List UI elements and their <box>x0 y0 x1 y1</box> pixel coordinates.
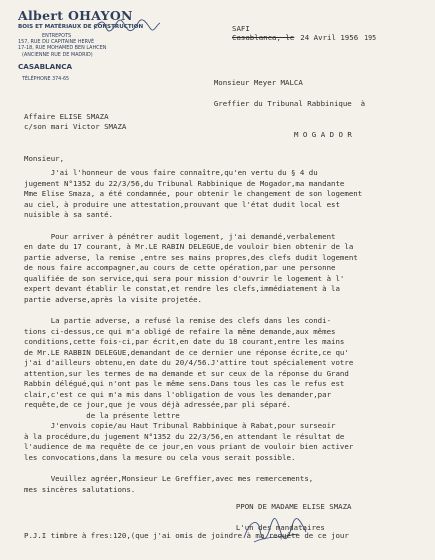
recipient-line-1: Monsieur Meyer MALCA <box>213 77 303 87</box>
signature-line-2: L'un des mandataires <box>235 522 325 532</box>
paragraph-2: Pour arriver à pénétrer audit logement, j'ai demandé,verbalement en date du 17 courant, à Mr.LE RABIN DELEGUE,de vouloir bien obtenir de la partie adverse, la remise ,entre ses mains propres,des clefs dudit logement de nous faire accompagner,au cours de cette opération,par une personne qualifiée de son service,qui sera pour mission d'ouvrir le logement à l' expert devant établir le constat,et rendre les clefs,immédiatement à la partie adverse,après la visite projetée. <box>24 231 358 304</box>
handwritten-signature <box>240 512 312 546</box>
case-reference <box>24 112 126 132</box>
salutation: Monsieur, <box>24 154 65 163</box>
letterhead-city: CASABLANCA <box>18 61 73 71</box>
dateline-place: SAFI <box>232 24 250 33</box>
letterhead-line-4: (ANCIENNE RUE DE MADRID) <box>22 51 93 58</box>
letterhead-telephone: TÉLÉPHONE 374-65 <box>22 76 70 82</box>
paragraph-5: Veuillez agréer,Monsieur Le Greffier,avec mes remercements, mes sincères salutations. <box>24 474 314 494</box>
letterhead-line-2: 157, RUE DU CAPITAINE HERVÉ <box>18 39 95 46</box>
recipient-block <box>196 67 365 162</box>
signature-line-1: PPON DE MADAME ELISE SMAZA <box>235 502 352 512</box>
letterhead-subtitle: BOIS ET MATÉRIAUX DE CONSTRUCTION <box>18 24 144 30</box>
paragraph-4: J'envois copie/au Haut Tribunal Rabbinique à Rabat,pour surseoir à la procédure,du jugement N°1352 du 22/3/56,en attendant le résultat de l'audience de ma requête de ce jour,en vous priant de vouloir bien activer les convocations,dans la mesure ou cela vous serait possible. <box>24 421 354 462</box>
dateline-page-number: 195 <box>364 34 377 42</box>
letterhead-name: Albert OHAYON <box>18 8 133 23</box>
dateline-date: 24 Avril 1956 <box>300 33 359 42</box>
footer-note: P.J.I timbre à fres:120,(que j'ai omis de joindre à ma requête de ce jour <box>24 531 349 540</box>
recipient-line-2: Greffier du Tribunal Rabbinique à <box>213 98 366 108</box>
dateline <box>232 24 376 42</box>
recipient-line-3: M O G A D O R <box>294 130 352 139</box>
letterhead-line-1: ENTREPOTS <box>42 33 72 39</box>
dateline-struck-city: Casablanca, le <box>232 33 295 42</box>
paragraph-3: La partie adverse, a refusé la remise des clefs dans les condi- tions ci-dessus,ce qui m'a obligé de refaire la même demande,aux mêmes conditions,cette fois-ci,par écrit,en date du 18 courant,entre les mains de Mr.LE RABBIN DELEGUE,demandant de ce dernier une réponse écrite,ce qu' j'ai d'ailleurs obtenu,en date du 20/4/56.J'attire tout spécialement votre attention,sur les termes de ma demande et sur ceux de la réponse du Grand Rabbin délégué,qui n'ont pas le même sens.Dans tous les cas le refus est clair,c'est ce qui m'a mis dans l'obligation de vous les demander,par requête,de ce jour,que je vous déjà adressée,par pli séparé. de la présente lettre <box>24 316 354 420</box>
header-signature-scribble <box>92 17 162 33</box>
paragraph-1: J'ai l'honneur de vous faire connaître,qu'en vertu du § 4 du jugement N°1352 du 22/3/56,du Tribunal Rabbinique de Mogador,ma mandante Mme Elise Smaza, a été condamnée, pour obtenir le changement de son logement au ciel, à produire une attestation,prouvant que l'état dudit local est nuisible à sa santé. <box>24 168 363 219</box>
case-reference-line-1: Affaire ELISE SMAZA <box>24 112 109 121</box>
letterhead-line-3: 17-18, RUE MOHAMED BEN LAHCEN <box>18 45 107 52</box>
case-reference-line-2: c/son mari Victor SMAZA <box>24 122 127 132</box>
letter-body <box>24 168 435 495</box>
